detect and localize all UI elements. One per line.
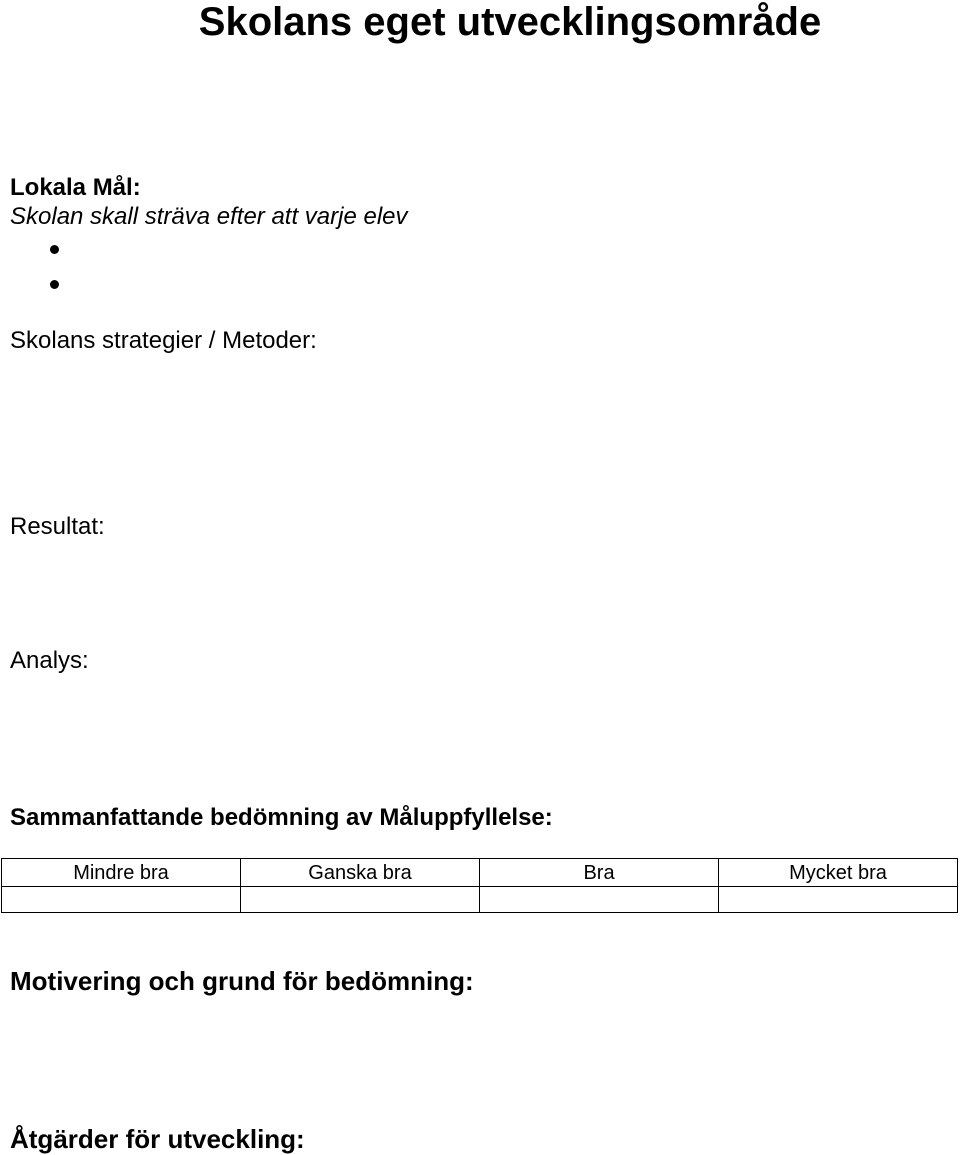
rating-table bbox=[1, 858, 958, 913]
result-heading: Resultat: bbox=[10, 513, 105, 540]
rating-cell-ganska-bra bbox=[241, 887, 480, 913]
strategies-heading: Skolans strategier / Metoder: bbox=[10, 327, 317, 354]
rating-cell-mycket-bra bbox=[719, 887, 958, 913]
actions-heading: Åtgärder för utveckling: bbox=[10, 1124, 305, 1154]
motivation-heading: Motivering och grund för bedömning: bbox=[10, 966, 474, 996]
rating-cell-bra bbox=[480, 887, 719, 913]
rating-mark-row bbox=[2, 887, 958, 913]
rating-cell-mindre-bra bbox=[2, 887, 241, 913]
analysis-heading: Analys: bbox=[10, 647, 89, 674]
rating-option-mycket-bra: Mycket bra bbox=[719, 859, 958, 887]
rating-option-bra: Bra bbox=[480, 859, 719, 887]
bullet-point-1 bbox=[50, 245, 59, 254]
page-title: Skolans eget utvecklingsområde bbox=[198, 0, 822, 44]
local-goals-heading: Lokala Mål: bbox=[10, 174, 141, 201]
local-goals-intro: Skolan skall sträva efter att varje elev bbox=[10, 203, 408, 230]
summary-heading: Sammanfattande bedömning av Måluppfyllelse: bbox=[10, 804, 553, 831]
rating-option-mindre-bra: Mindre bra bbox=[2, 859, 241, 887]
rating-header-row bbox=[2, 859, 958, 887]
rating-option-ganska-bra: Ganska bra bbox=[241, 859, 480, 887]
bullet-point-2 bbox=[50, 280, 59, 289]
